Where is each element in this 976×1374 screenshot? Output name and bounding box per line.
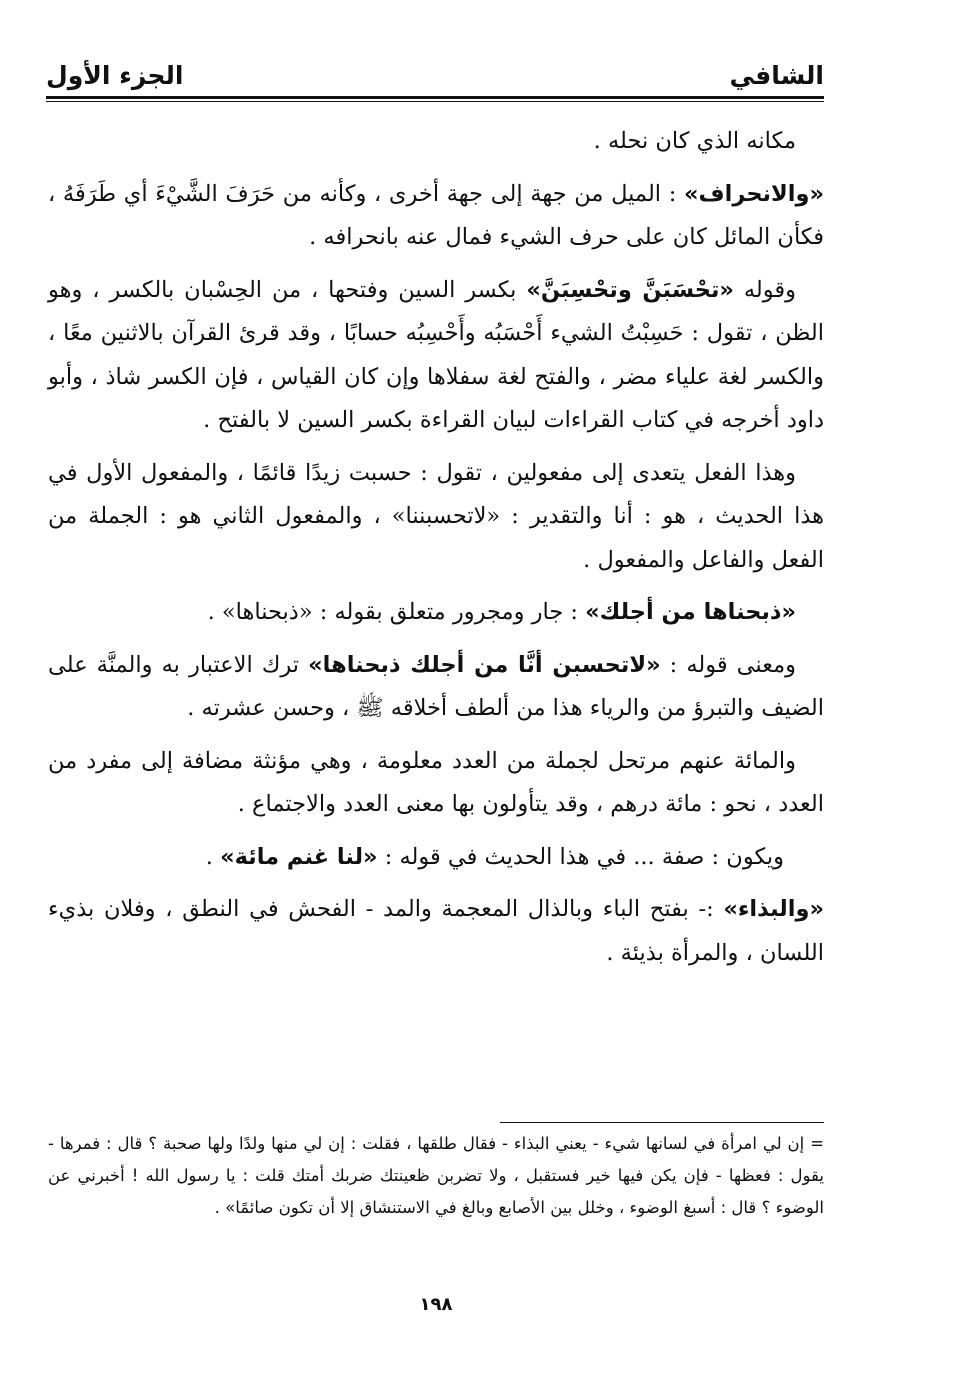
paragraph-5: «ذبحناها من أجلك» : جار ومجرور متعلق بقوله : «ذبحناها» . [207, 599, 796, 625]
footnote [48, 1128, 824, 1224]
paragraph-1: مكانه الذي كان نحله . [593, 128, 796, 154]
volume-title: الجزء الأول [46, 60, 184, 90]
term-tahsabanna: «تحْسَبَنَّ وتحْسِبَنَّ» [526, 276, 734, 303]
term-dhabahnaha: «ذبحناها من أجلك» [585, 599, 796, 625]
paragraph-7: والمائة عنهم مرتحل لجملة من العدد معلومة ، وهي مؤنثة مضافة إلى مفرد من العدد ، نحو : مائة درهم ، وقد يتأولون بها معنى العدد والاجتماع . [48, 747, 824, 817]
footnote-text: = إن لي امرأة في لسانها شيء - يعني البذاء - فقال طلقها ، فقلت : إن لي منها ولدًا ولها صحبة ؟ قال : فمرها - يقول : فعظها - فإن يكن فيها خير فستقبل ، ولا تضربن ظعينتك ضربك أمتك قلت : يا رسول الله ! أخبرني عن الوضوء ؟ قال : أسبغ الوضوء ، وخلل بين الأصابع وبالغ في الاستنشاق إلا أن تكون صائمًا» . [48, 1134, 824, 1217]
term-lana-ghanam: «لنا غنم مائة» [220, 843, 378, 870]
paragraph-4: وهذا الفعل يتعدى إلى مفعولين ، تقول : حسبت زيدًا قائمًا ، والمفعول الأول في هذا الحديث ، هو : أنا والتقدير : «لاتحسبننا» ، والمفعول الثاني هو : الجملة من الفعل والفاعل والمفعول . [48, 459, 824, 573]
footnote-separator [500, 1122, 824, 1123]
header-rule-thick [46, 96, 824, 99]
paragraph-9: «والبذاء» :- بفتح الباء وبالذال المعجمة والمد - الفحش في النطق ، وفلان بذيء اللسان ، والمرأة بذيئة . [48, 896, 824, 966]
page-number: ١٩٨ [419, 1294, 453, 1315]
paragraph-2: «والانحراف» : الميل من جهة إلى جهة أخرى ، وكأنه من حَرَفَ الشَّيْءَ أي طَرَفَهُ ، فكأن المائل كان على حرف الشيء فمال عنه بانحرافه . [48, 180, 824, 250]
term-la-tahsabanna: «لاتحسبن أنَّا من أجلك ذبحناها» [308, 651, 661, 678]
header-rule-thin [46, 101, 824, 102]
main-text [48, 120, 824, 984]
paragraph-8: ويكون : صفة ... في هذا الحديث في قوله : «لنا غنم مائة» . [205, 843, 784, 870]
term-badhaa: «والبذاء» [723, 896, 824, 922]
term-inhiraf: «والانحراف» [683, 180, 824, 207]
book-title: الشافي [729, 60, 824, 90]
paragraph-6: ومعنى قوله : «لاتحسبن أنَّا من أجلك ذبحناها» ترك الاعتبار به والمنَّة على الضيف والتبرؤ من والرياء هذا من ألطف أخلاقه ﷺ ، وحسن عشرته . [48, 651, 824, 721]
paragraph-3: وقوله «تحْسَبَنَّ وتحْسِبَنَّ» بكسر السين وفتحها ، من الحِسْبان بالكسر ، وهو الظن ، تقول : حَسِبْتُ الشيء أَحْسَبُه وأَحْسِبُه حسابًا ، وقد قرئ القرآن بالاثنين معًا ، والكسر لغة علياء مضر ، والفتح لغة سفلاها وإن كان القياس ، فإن الكسر شاذ ، وأبو داود أخرجه في كتاب القراءات لبيان القراءة بكسر السين لا بالفتح . [48, 276, 824, 433]
running-header [46, 52, 824, 98]
